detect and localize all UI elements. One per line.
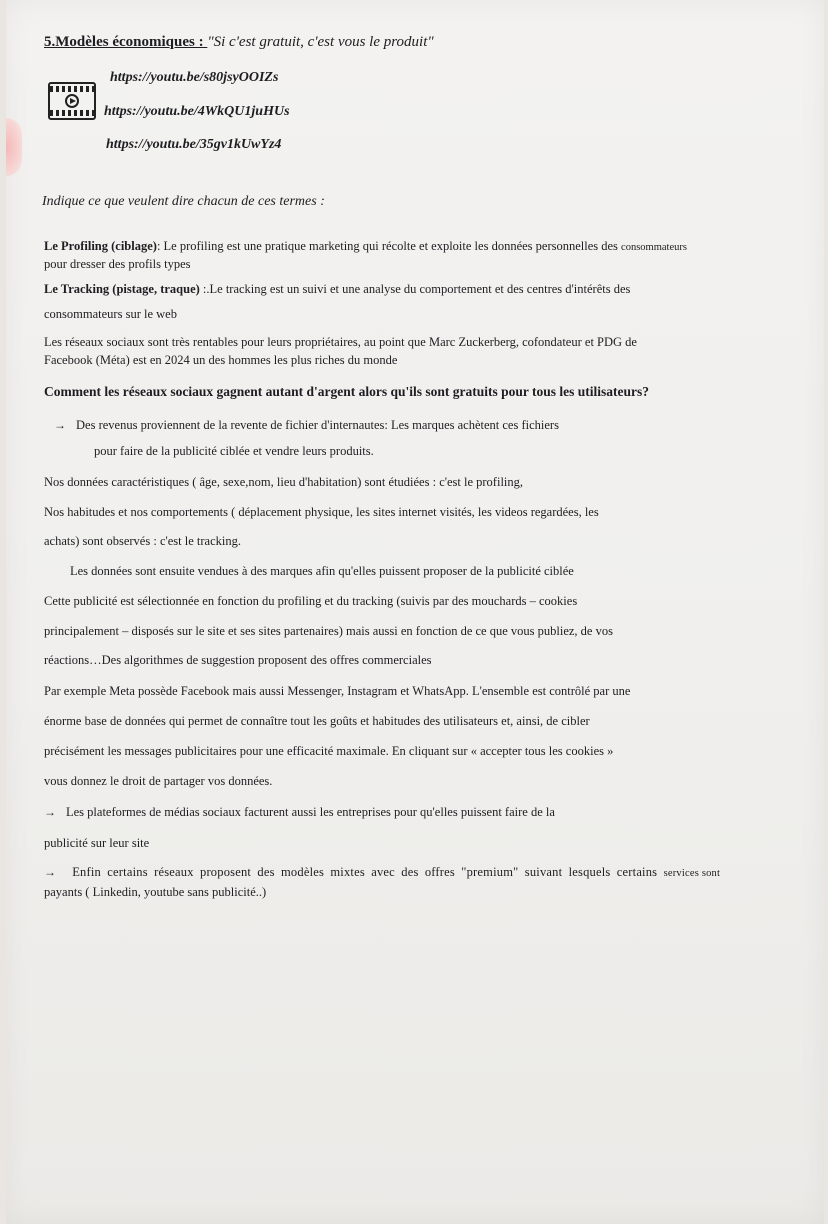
intro-line-2: Facebook (Méta) est en 2024 un des hommes les plus riches du monde bbox=[44, 353, 398, 367]
profiling-term: Le Profiling (ciblage) bbox=[44, 239, 157, 253]
paragraph-line-5: Cette publicité est sélectionnée en fonction du profiling et du tracking (suivis par des mouchards – cookies bbox=[44, 594, 578, 608]
arrow-icon: → bbox=[44, 865, 57, 879]
paragraph-line-10: précisément les messages publicitaires pour une efficacité maximale. En cliquant sur « accepter tous les cookies » bbox=[44, 744, 614, 758]
bullet-3-text-1b: services sont bbox=[663, 868, 721, 879]
paragraph-line-8: Par exemple Meta possède Facebook mais aussi Messenger, Instagram et WhatsApp. L'ensemble est contrôlé par une bbox=[44, 684, 631, 698]
paragraph-line-1: Nos données caractéristiques ( âge, sexe,nom, lieu d'habitation) sont étudiées : c'est le profiling, bbox=[44, 475, 524, 489]
bullet-1-text-1: Des revenus proviennent de la revente de fichier d'internautes: Les marques achètent ces fichiers bbox=[76, 418, 559, 432]
bullet-1-line-2: pour faire de la publicité ciblée et vendre leurs produits. bbox=[94, 444, 374, 458]
paper-sheet bbox=[6, 0, 824, 1224]
key-question: Comment les réseaux sociaux gagnent autant d'argent alors qu'ils sont gratuits pour tous les utilisateurs? bbox=[44, 384, 650, 399]
pink-highlighter-mark bbox=[6, 118, 22, 176]
bullet-1-line-1 bbox=[54, 417, 559, 433]
tracking-line-1 bbox=[44, 281, 630, 297]
paragraph-line-9: énorme base de données qui permet de connaître tout les goûts et habitudes des utilisateurs et, ainsi, de cibler bbox=[44, 714, 590, 728]
paragraph-line-3: achats) sont observés : c'est le tracking. bbox=[44, 534, 241, 548]
bullet-3-line-2: payants ( Linkedin, youtube sans publicité..) bbox=[44, 885, 267, 899]
paragraph-line-11: vous donnez le droit de partager vos données. bbox=[44, 774, 273, 788]
arrow-icon: → bbox=[44, 805, 56, 819]
paragraph-line-2: Nos habitudes et nos comportements ( déplacement physique, les sites internet visités, les videos regardées, les bbox=[44, 505, 599, 519]
bullet-2-line-1 bbox=[44, 804, 555, 820]
profiling-text-1: : Le profiling est une pratique marketing qui récolte et exploite les données personnelles des bbox=[156, 239, 618, 253]
profiling-line-2: pour dresser des profils types bbox=[44, 257, 191, 271]
youtube-link-3[interactable]: https://youtu.be/35gv1kUwYz4 bbox=[106, 137, 282, 152]
profiling-text-1b: consommateurs bbox=[621, 242, 687, 253]
video-film-icon bbox=[48, 82, 96, 120]
bullet-2-line-2: publicité sur leur site bbox=[44, 836, 150, 850]
profiling-line-1 bbox=[44, 238, 687, 256]
tracking-text-1: :.Le tracking est un suivi et une analyse du comportement et des centres d'intérêts des bbox=[202, 282, 631, 296]
instruction: Indique ce que veulent dire chacun de ces termes : bbox=[42, 194, 325, 209]
section-title-prefix: 5.Modèles économiques : bbox=[44, 34, 208, 50]
tracking-line-2: consommateurs sur le web bbox=[44, 307, 177, 321]
section-title bbox=[44, 34, 434, 50]
paragraph-line-7: réactions…Des algorithmes de suggestion proposent des offres commerciales bbox=[44, 653, 432, 667]
paragraph-line-4: Les données sont ensuite vendues à des marques afin qu'elles puissent proposer de la publicité ciblée bbox=[70, 564, 574, 578]
paragraph-line-6: principalement – disposés sur le site et ses sites partenaires) mais aussi en fonction de ce que vous publiez, de vos bbox=[44, 624, 613, 638]
section-title-quote: "Si c'est gratuit, c'est vous le produit" bbox=[207, 34, 434, 50]
bullet-2-text-1: Les plateformes de médias sociaux facturent aussi les entreprises pour qu'elles puissent faire de la bbox=[66, 805, 555, 819]
tracking-term: Le Tracking (pistage, traque) bbox=[44, 282, 200, 296]
youtube-link-2[interactable]: https://youtu.be/4WkQU1juHUs bbox=[104, 104, 290, 119]
bullet-3-text-1: Enfin certains réseaux proposent des modèles mixtes avec des offres "premium" suivant lesquels certains bbox=[72, 865, 658, 879]
intro-line-1: Les réseaux sociaux sont très rentables pour leurs propriétaires, au point que Marc Zuckerberg, cofondateur et PDG de bbox=[44, 335, 637, 349]
arrow-icon: → bbox=[54, 418, 66, 432]
youtube-link-1[interactable]: https://youtu.be/s80jsyOOIZs bbox=[110, 70, 279, 85]
bullet-3-line-1 bbox=[44, 864, 720, 882]
